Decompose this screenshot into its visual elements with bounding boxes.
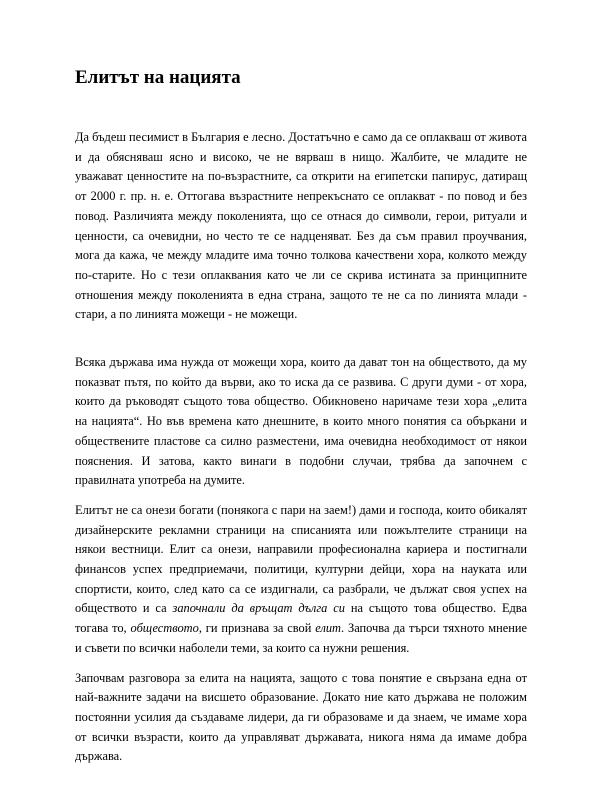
document-title: Елитът на нацията: [75, 67, 241, 88]
paragraph-text-segment: . Започва да търси тяхното мнение и съвети по всички наболели теми, за които са нужни решения.: [75, 621, 527, 655]
italic-phrase: обществото: [130, 621, 199, 636]
paragraph-text-segment: , ги признава за свой: [198, 621, 316, 636]
paragraph-capable-people: Всяка държава има нужда от можещи хора, които да дават тон на обществото, да му показват пътя, по който да върви, ако то иска да се развива. С други думи - от хора, които да ръководят същото това общество. Обикновено наричаме тези хора „елита на нацията“. Но във времена като днешните, в които много понятия са объркани и обществените пластове са силно разместени, има очевидна необходимост от някои пояснения. И затова, както винаги в подобни случаи, трябва да започнем с правилната употреба на думите.: [75, 355, 527, 488]
document-body: [75, 128, 527, 767]
paragraph-elite-definition: [75, 501, 527, 659]
paragraph-pessimism: Да бъдеш песимист в България е лесно. Достатъчно е само да се оплакваш от живота и да обясняваш ясно и високо, че не вярваш в нищо. Жалбите, че младите не уважават ценностите на по-възрастните, са открити на египетски папирус, датиращ от 2000 г. пр. н. е. Оттогава възрастните непрекъснато се оплакват - по повод и без повод. Различията между поколенията, що се отнася до символи, герои, ритуали и ценности, са очевидни, но често те се надценяват. Без да съм правил проучвания, мога да кажа, че между младите има точно толкова качествени хора, колкото между по-старите. Но с тези оплаквания като че ли се скрива истината за принципните отношения между поколенията в една страна, защото те не са по линията млади - стари, а по линията можещи - не можещи.: [75, 130, 527, 322]
italic-phrase: започнали да връщат дълга си: [172, 601, 345, 616]
paragraph-text-segment: на същото това общество. Едва тогава то,: [75, 601, 527, 636]
paragraph-text-segment: Елитът не са онези богати (понякога с пари на заем!) дами и господа, които обикалят дизайнерските рекламни страници на списанията или пожълтелите страници на някои вестници. Елит са онези, направили професионална кариера и постигнали финансов успех предприемачи, политици, културни дейци, хора на науката или спортисти, които, след като са се издигнали, са разбрали, че дължат своя успех на обществото и са: [75, 502, 527, 616]
italic-phrase: елит: [315, 621, 341, 636]
paragraph-higher-education: Започвам разговора за елита на нацията, защото с това понятие е свързана една от най-важните задачи на висшето образование. Докато ние като държава не положим постоянни усилия да създаваме лидери, да ги образоваме и да знаем, че имаме хора от всички възрасти, които да управляват държавата, никога няма да имаме добра държава.: [75, 670, 527, 764]
